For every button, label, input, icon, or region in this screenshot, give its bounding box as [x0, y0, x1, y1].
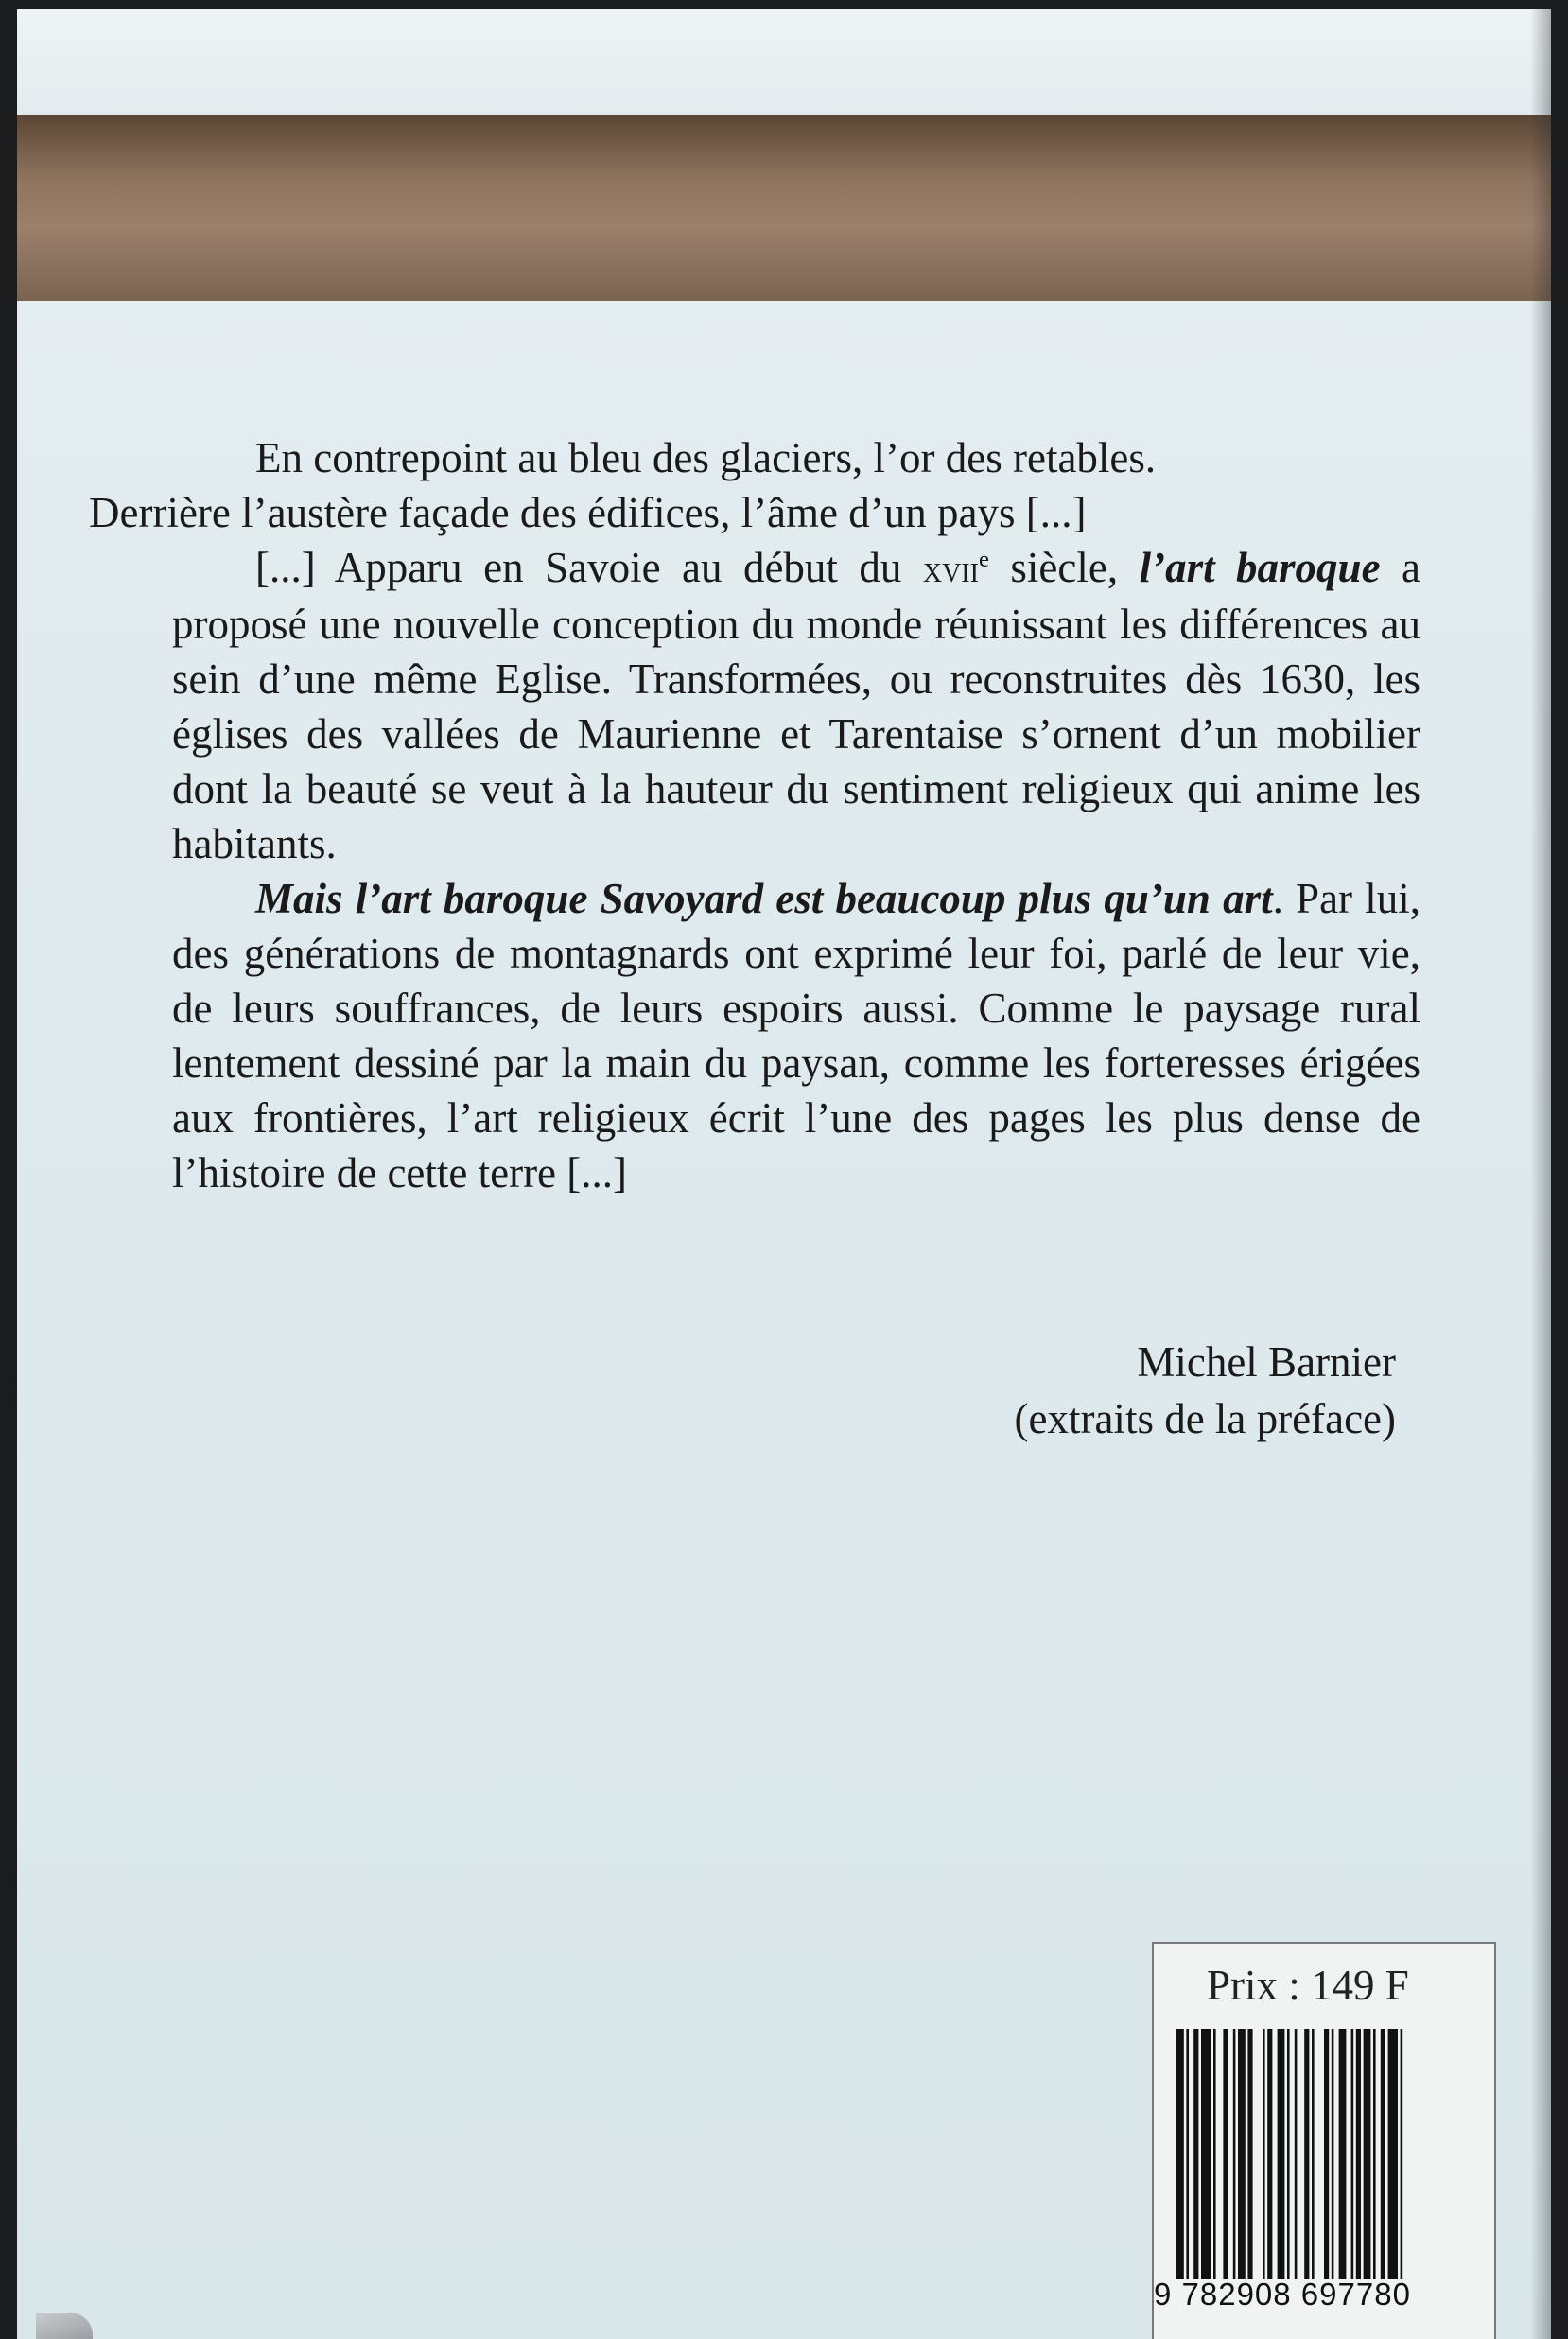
- top-strip: [17, 9, 1551, 115]
- barcode-icon: [1173, 2029, 1456, 2279]
- barcode-bar: [1304, 2029, 1309, 2279]
- price-sticker: [1152, 1942, 1496, 2339]
- barcode-bar: [1351, 2029, 1354, 2279]
- barcode-bar: [1213, 2029, 1216, 2279]
- barcode-bar: [1263, 2029, 1265, 2279]
- paragraph-3-rest: . Par lui, des générations de montagnards ont exprimé leur foi, parlé de leur vie, de leurs souffrances, de leurs espoirs aussi. Comme le paysage rural lentement dessiné par la main du paysan, comme les forteresses érigées aux frontières, l’art religieux écrit l’une des pages les plus dense de l’histoire de cette terre [...]: [172, 875, 1420, 1196]
- emphasis-art-baroque: l’art baroque: [1139, 544, 1381, 591]
- paragraph-2-part-a: [...] Apparu en Savoie au début du: [255, 544, 923, 591]
- paragraph-1-line-1: En contrepoint au bleu des glaciers, l’or des retables.: [255, 434, 1157, 481]
- barcode-bar: [1332, 2029, 1334, 2279]
- barcode-bar: [1295, 2029, 1298, 2279]
- barcode-bar: [1201, 2029, 1211, 2279]
- barcode-bar: [1193, 2029, 1198, 2279]
- barcode-bar: [1339, 2029, 1347, 2279]
- barcode-bar: [1287, 2029, 1290, 2279]
- signature-block: [734, 1334, 1396, 1447]
- barcode-bar: [1364, 2029, 1371, 2279]
- barcode-bar: [1247, 2029, 1252, 2279]
- price-label: Prix : 149 F: [1207, 1962, 1409, 2009]
- emphasis-savoyard: Mais l’art baroque Savoyard est beaucoup plus qu’un art: [255, 875, 1273, 922]
- barcode-bar: [1238, 2029, 1246, 2279]
- barcode-bar: [1267, 2029, 1272, 2279]
- paragraph-2-part-c: a proposé une nouvelle conception du monde réunissant les différences au sein d’une même Eglise. Transformées, ou reconstruites dès 1630, les églises des vallées de Maurienne et Tarentaise s’ornent d’un mobilier dont la beauté se veut à la hauteur du sentiment religieux qui anime les habitants.: [172, 544, 1421, 867]
- barcode-bar: [1233, 2029, 1236, 2279]
- century-superscript: e: [978, 547, 989, 572]
- book-back-cover: [17, 9, 1551, 2339]
- barcode-bar: [1381, 2029, 1385, 2279]
- paragraph-1: [89, 430, 1420, 540]
- barcode-bar: [1176, 2029, 1184, 2279]
- barcode-bar: [1278, 2029, 1285, 2279]
- barcode-bar: [1356, 2029, 1361, 2279]
- brown-band: [17, 115, 1551, 301]
- source-note: (extraits de la préface): [1014, 1395, 1396, 1442]
- author-name: Michel Barnier: [1137, 1338, 1396, 1386]
- barcode-bar: [1388, 2029, 1398, 2279]
- barcode-bar: [1324, 2029, 1329, 2279]
- blurb-text: [89, 430, 1421, 1200]
- paragraph-3: [172, 871, 1420, 1200]
- paragraph-2: [172, 540, 1420, 871]
- cover-edge-shadow: [1530, 9, 1551, 2339]
- barcode-bar: [1186, 2029, 1189, 2279]
- century-numeral: xvii: [922, 548, 979, 590]
- corner-fold: [36, 2313, 93, 2339]
- paragraph-2-part-b: siècle,: [988, 544, 1140, 591]
- paragraph-1-line-2: Derrière l’austère façade des édifices, l’âme d’un pays [...]: [89, 489, 1087, 536]
- barcode-bar: [1312, 2029, 1315, 2279]
- barcode-bar: [1373, 2029, 1376, 2279]
- barcode-bar: [1401, 2029, 1403, 2279]
- isbn-digits: 9 782908 697780: [1154, 2277, 1411, 2312]
- barcode-bar: [1223, 2029, 1228, 2279]
